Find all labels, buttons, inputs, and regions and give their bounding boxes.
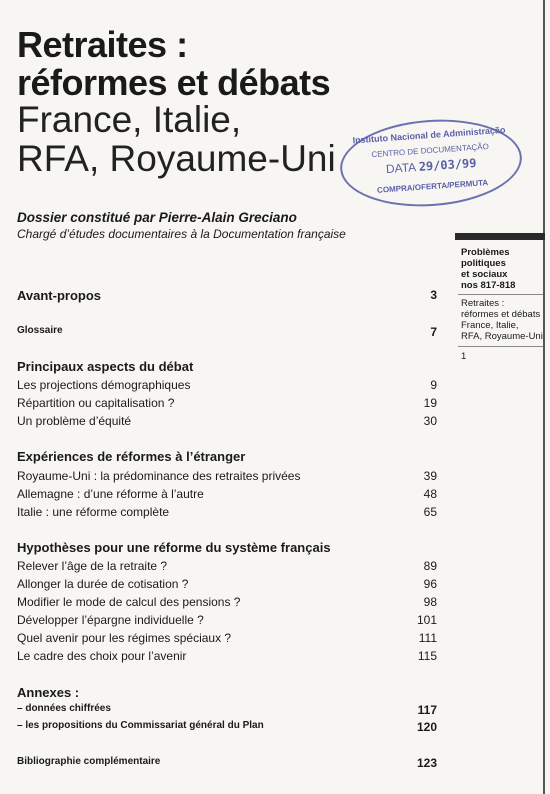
sidebar-rule-bottom [458, 346, 543, 347]
subtitle-line-1: France, Italie, [17, 99, 242, 140]
stamp-institution: Instituto Nacional de Administração [352, 124, 506, 146]
subtitle-line-2: RFA, Royaume-Uni [17, 138, 336, 179]
toc-page: 98 [423, 595, 437, 609]
toc-section-title: Expériences de réformes à l’étranger [17, 449, 246, 464]
stamp-date-value: 29/03/99 [418, 155, 477, 174]
toc-label: Modifier le mode de calcul des pensions ? [17, 595, 241, 609]
title-line-2: réformes et débats [17, 62, 331, 103]
sidebar-bar [455, 233, 545, 240]
page-edge-line [543, 0, 545, 794]
stamp-bottom: COMPRA/OFERTA/PERMUTA [376, 178, 489, 195]
toc-page: 65 [423, 505, 437, 519]
toc-page: 115 [417, 649, 437, 663]
toc-label: – les propositions du Commissariat général du Plan [17, 720, 264, 731]
toc-label: Les projections démographiques [17, 378, 191, 392]
toc-label: Allonger la durée de cotisation ? [17, 577, 189, 591]
toc-page: 39 [423, 469, 437, 483]
toc-page: 117 [417, 703, 437, 717]
toc-section-title: Hypothèses pour une réforme du système français [17, 540, 331, 555]
sidebar-series: Problèmes politiques et sociaux nos 817-818 [461, 247, 516, 291]
sidebar-description: Retraites : réformes et débats France, Italie, RFA, Royaume-Uni [461, 298, 543, 342]
toc-page: 9 [430, 378, 437, 392]
toc-page: 101 [416, 613, 437, 627]
toc-label: Répartition ou capitalisation ? [17, 396, 175, 410]
toc-page: 48 [423, 487, 437, 501]
toc-page: 7 [430, 325, 437, 339]
toc-label: Le cadre des choix pour l’avenir [17, 649, 187, 663]
toc-page: 89 [423, 559, 437, 573]
author-role: Chargé d’études documentaires à la Documentation française [17, 227, 346, 241]
toc-page: 111 [418, 631, 437, 645]
toc-label: Quel avenir pour les régimes spéciaux ? [17, 631, 232, 645]
toc-page: 96 [423, 577, 437, 591]
stamp-date-label: DATA [385, 160, 416, 177]
toc-label: Allemagne : d’une réforme à l’autre [17, 487, 204, 501]
author-line: Dossier constitué par Pierre-Alain Greciano [17, 210, 297, 225]
toc-label: Italie : une réforme complète [17, 505, 170, 519]
toc-section-title: Principaux aspects du débat [17, 359, 194, 374]
library-stamp [337, 114, 525, 212]
toc-label: Bibliographie complémentaire [17, 756, 161, 767]
toc-label: Relever l’âge de la retraite ? [17, 559, 168, 573]
toc-label: Glossaire [17, 325, 63, 336]
toc-page: 30 [423, 414, 437, 428]
toc-page: 120 [416, 720, 437, 734]
title-line-1: Retraites : [17, 24, 188, 65]
toc-label: Développer l’épargne individuelle ? [17, 613, 204, 627]
toc-annexes-title: Annexes : [17, 685, 80, 700]
toc-label: – données chiffrées [17, 703, 111, 714]
toc-label: Royaume-Uni : la prédominance des retraites privées [17, 469, 301, 483]
toc-page: 3 [430, 288, 437, 302]
stamp-center: CENTRO DE DOCUMENTAÇÃO [371, 141, 490, 160]
toc-label: Un problème d’équité [17, 414, 132, 428]
toc-page: 19 [423, 396, 437, 410]
sidebar-page-number: 1 [461, 351, 467, 362]
toc-label: Avant-propos [17, 288, 102, 303]
sidebar-rule-top [458, 294, 543, 295]
toc-page: 123 [416, 756, 437, 770]
